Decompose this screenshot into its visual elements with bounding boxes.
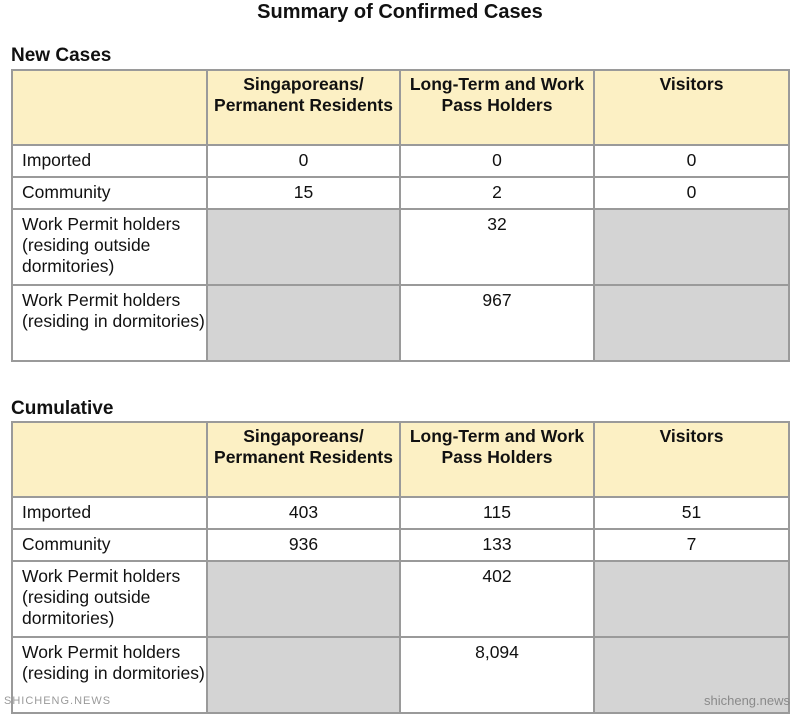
shaded-cell: [207, 637, 400, 713]
cumulative-table: [11, 421, 790, 714]
new-cases-table: [11, 69, 790, 362]
table-row: [12, 529, 789, 561]
shaded-cell: [594, 285, 789, 361]
table-cell: 0: [594, 145, 789, 177]
shaded-cell: [207, 561, 400, 637]
table-cell: 967: [400, 285, 594, 361]
table-cell: 8,094: [400, 637, 594, 713]
column-header: Long-Term and Work Pass Holders: [400, 422, 594, 497]
section-label-cumulative: Cumulative: [11, 398, 114, 419]
table-cell: 32: [400, 209, 594, 285]
section-label-new-cases: New Cases: [11, 45, 112, 66]
header-empty-cell: [12, 422, 207, 497]
column-header: Long-Term and Work Pass Holders: [400, 70, 594, 145]
table-header-row: [12, 422, 789, 497]
column-header: Singaporeans/ Permanent Residents: [207, 422, 400, 497]
table-cell: 0: [400, 145, 594, 177]
shaded-cell: [207, 209, 400, 285]
table-row: [12, 561, 789, 637]
table-cell: 15: [207, 177, 400, 209]
table-cell: 133: [400, 529, 594, 561]
table-cell: 936: [207, 529, 400, 561]
table-row: [12, 285, 789, 361]
row-label: Imported: [12, 145, 207, 177]
row-label: Work Permit holders (residing outside dormitories): [12, 209, 207, 285]
table-cell: 51: [594, 497, 789, 529]
table-header-row: [12, 70, 789, 145]
table-cell: 402: [400, 561, 594, 637]
table-cell: 403: [207, 497, 400, 529]
shaded-cell: [207, 285, 400, 361]
column-header: Singaporeans/ Permanent Residents: [207, 70, 400, 145]
watermark-left: SHICHENG.NEWS: [4, 695, 112, 707]
table-cell: 0: [594, 177, 789, 209]
watermark-right: shicheng.news: [704, 693, 790, 708]
header-empty-cell: [12, 70, 207, 145]
row-label: Work Permit holders (residing outside dormitories): [12, 561, 207, 637]
table-cell: 0: [207, 145, 400, 177]
table-cell: 115: [400, 497, 594, 529]
page-title: Summary of Confirmed Cases: [257, 1, 543, 23]
table-row: [12, 145, 789, 177]
row-label: Community: [12, 177, 207, 209]
column-header: Visitors: [594, 70, 789, 145]
shaded-cell: [594, 209, 789, 285]
table-row: [12, 497, 789, 529]
column-header: Visitors: [594, 422, 789, 497]
table-row: [12, 177, 789, 209]
table-row: [12, 637, 789, 713]
row-label: Community: [12, 529, 207, 561]
row-label: Imported: [12, 497, 207, 529]
shaded-cell: [594, 561, 789, 637]
row-label: Work Permit holders (residing in dormitories): [12, 637, 207, 713]
table-cell: 2: [400, 177, 594, 209]
row-label: Work Permit holders (residing in dormitories): [12, 285, 207, 361]
table-cell: 7: [594, 529, 789, 561]
table-row: [12, 209, 789, 285]
